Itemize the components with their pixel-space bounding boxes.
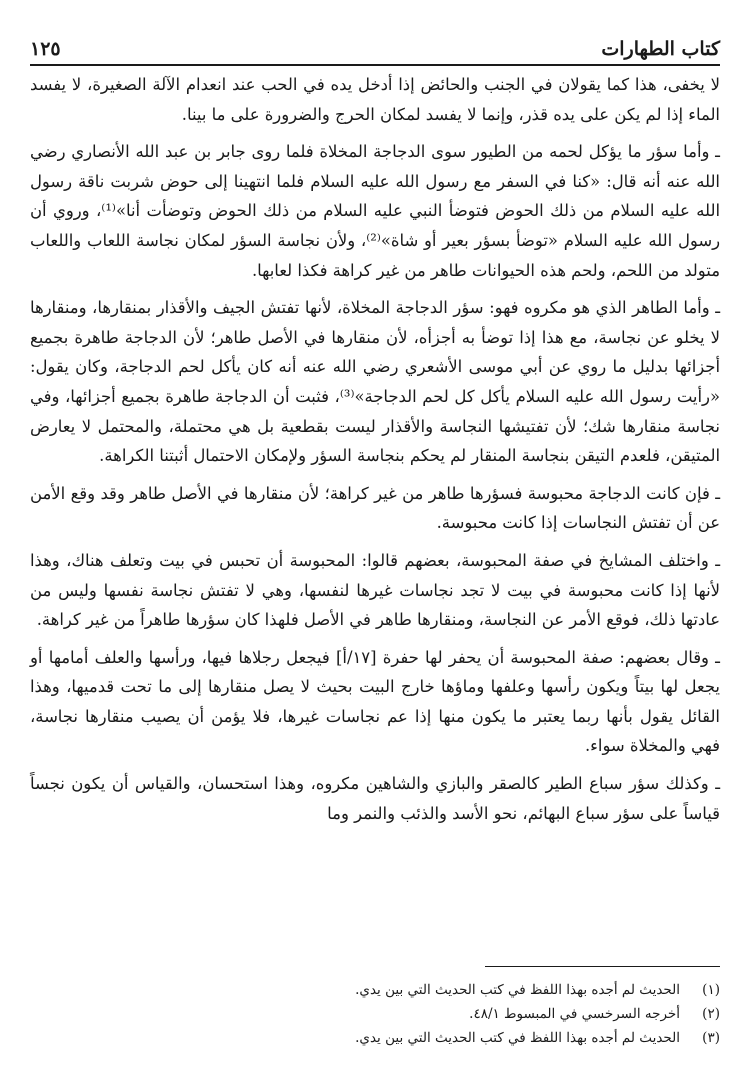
page-header <box>30 26 720 66</box>
main-text <box>30 70 720 836</box>
paragraph: ـ وأما سؤر ما يؤكل لحمه من الطيور سوى الدجاجة المخلاة فلما روى جابر بن عبد الله الأنصاري رضي الله عنه أنه قال: «كنا في السفر مع رسول الله عليه السلام فلما انتهينا إلى حوض شربت ناقة رسول الله عليه السلام من ذلك الحوض فتوضأ النبي عليه السلام من ذلك الحوض وتوضأت أنا»⁽¹⁾، وروي أن رسول الله عليه السلام «توضأ بسؤر بعير أو شاة»⁽²⁾، ولأن نجاسة السؤر لمكان نجاسة اللعاب واللعاب متولد من اللحم، ولحم هذه الحيوانات طاهر من غير كراهة فكذا لعابها. <box>30 142 720 280</box>
footnote <box>30 978 720 1002</box>
paragraph: ـ واختلف المشايخ في صفة المحبوسة، بعضهم قالوا: المحبوسة أن تحبس في بيت وتعلف هناك، وهذا لأنها إذا كانت محبوسة في بيت لا تجد نجاسات غيرها لنفسها، وهي لا تفتش نجاسة نفسها وليس من عادتها ذلك، فوقع الأمر عن النجاسة، ومنقارها طاهر في الأصل فلهذا كان سؤرها طاهراً من غير كراهة. <box>30 550 720 630</box>
footnote-number: (٣) <box>702 1030 720 1046</box>
footnotes <box>30 978 720 1050</box>
footnote <box>30 1002 720 1026</box>
paragraph: ـ فإن كانت الدجاجة محبوسة فسؤرها طاهر من غير كراهة؛ لأن منقارها في الأصل طاهر وقد وقع الأمن عن أن تفتش النجاسات إذا كانت محبوسة. <box>30 483 720 533</box>
footnote-text: الحديث لم أجده بهذا اللفظ في كتب الحديث التي بين يدي. <box>355 982 680 998</box>
chapter-title: كتاب الطهارات <box>601 38 720 60</box>
footnote-text: الحديث لم أجده بهذا اللفظ في كتب الحديث التي بين يدي. <box>355 1030 680 1046</box>
footnote <box>30 1026 720 1050</box>
paragraph: ـ وأما الطاهر الذي هو مكروه فهو: سؤر الدجاجة المخلاة، لأنها تفتش الجيف والأقذار بمنقارها، ومنقارها لا يخلو عن نجاسة، مع هذا إذا توضأ به أجزأه، لأن منقارها في الأصل طاهر؛ لأن الدجاجة طاهرة بجميع أجزائها بدليل ما روي عن أبي موسى الأشعري رضي الله عنه أنه كان يأكل لحم الدجاجة، وكان يقول: «رأيت رسول الله عليه السلام يأكل كل لحم الدجاجة»⁽³⁾، فثبت أن الدجاجة طاهرة بجميع أجزائها، وفي نجاسة منقارها شك؛ لأن تفتيشها النجاسة والأقذار ليست بقطعية بل هي محتملة، والمحتمل لا يعارض المتيقن، فلعدم التيقن بنجاسة المنقار لم يحكم بنجاسة السؤر ولإمكان الاحتمال أثبتنا الكراهة. <box>30 298 720 466</box>
paragraph: ـ وكذلك سؤر سباع الطير كالصقر والبازي والشاهين مكروه، وهذا استحسان، والقياس أن يكون نجساً قياساً على سؤر سباع البهائم، نحو الأسد والذئب والنمر وما <box>30 774 720 823</box>
paragraph: ـ وقال بعضهم: صفة المحبوسة أن يحفر لها حفرة [١٧/أ] فيجعل رجلاها فيها، ورأسها والعلف أمامها أو يجعل لها بيتاً ويكون رأسها وعلفها وماؤها خارج البيت بحيث لا يصل منقارها إلى ما تحت قدميها، وهذا القائل يقول بأنها ربما يعتبر ما يكون منها إذا عم نجاسات غيرها، فلا يؤمن أن يصيب منقارها نجاسة، فهي والمخلاة سواء. <box>30 647 720 756</box>
footnote-text: أخرجه السرخسي في المبسوط ٤٨/١. <box>469 1006 680 1022</box>
page-number: ١٢٥ <box>30 38 61 60</box>
footnote-number: (١) <box>702 982 720 998</box>
footnote-number: (٢) <box>702 1006 720 1022</box>
paragraph: لا يخفى، هذا كما يقولان في الجنب والحائض إذا أدخل يده في الحب عند انعدام الآلة الصغيرة، لا يفسد الماء إذا لم يكن على يده قذر، وإنما لا يفسد لمكان الحرج والضرورة على ما بينا. <box>30 75 720 124</box>
footnote-divider <box>485 966 720 967</box>
